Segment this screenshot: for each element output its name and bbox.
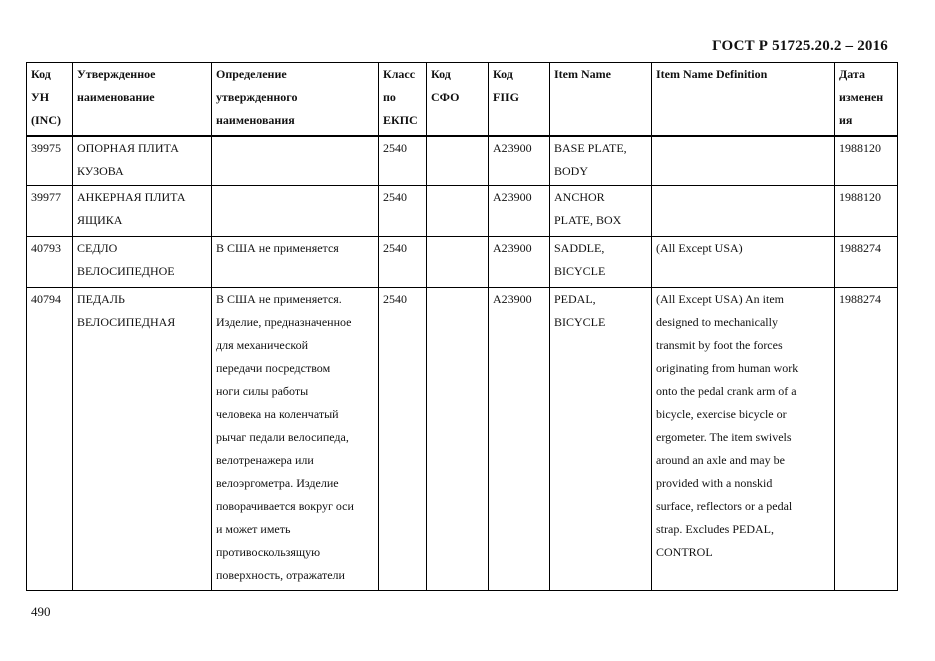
cell-change-date: 1988274 xyxy=(835,237,898,288)
cell-item-definition: (All Except USA) An item designed to mechanically transmit by foot the forces originating from human work onto the pedal crank arm of a bicycle, exercise bicycle or ergometer. The item swivels around an axle and may be provided with a nonskid surface, reflectors or a pedal strap. Excludes PEDAL, CONTROL xyxy=(652,288,835,591)
cell-fiig: A23900 xyxy=(489,136,550,186)
cell-definition: В США не применяется. Изделие, предназначенное для механической передачи посредством ноги силы работы человека на коленчатый рычаг педали велосипеда, велотренажера или велоэргометра. Изделие поворачивается вокруг оси и может иметь противоскользящую поверхность, отражатели xyxy=(212,288,379,591)
cell-class: 2540 xyxy=(379,136,427,186)
cell-fiig: A23900 xyxy=(489,288,550,591)
cell-definition: В США не применяется xyxy=(212,237,379,288)
col-header-sfo: Код СФО xyxy=(427,63,489,136)
cell-change-date: 1988120 xyxy=(835,186,898,237)
cell-item-definition xyxy=(652,136,835,186)
cell-item-definition: (All Except USA) xyxy=(652,237,835,288)
cell-class: 2540 xyxy=(379,237,427,288)
cell-item-definition xyxy=(652,186,835,237)
cell-inc: 40794 xyxy=(27,288,73,591)
data-table xyxy=(26,62,898,591)
col-header-change-date: Дата изменен ия xyxy=(835,63,898,136)
col-header-definition: Определение утвержденного наименования xyxy=(212,63,379,136)
cell-fiig: A23900 xyxy=(489,237,550,288)
cell-inc: 39975 xyxy=(27,136,73,186)
page-number: 490 xyxy=(31,604,51,619)
cell-change-date: 1988120 xyxy=(835,136,898,186)
cell-approved-name: ПЕДАЛЬ ВЕЛОСИПЕДНАЯ xyxy=(73,288,212,591)
col-header-item-name: Item Name xyxy=(550,63,652,136)
cell-definition xyxy=(212,136,379,186)
cell-change-date: 1988274 xyxy=(835,288,898,591)
table-row xyxy=(27,288,898,591)
table-header-row xyxy=(27,63,898,136)
cell-sfo xyxy=(427,237,489,288)
cell-approved-name: ОПОРНАЯ ПЛИТА КУЗОВА xyxy=(73,136,212,186)
cell-fiig: A23900 xyxy=(489,186,550,237)
cell-definition xyxy=(212,186,379,237)
cell-inc: 40793 xyxy=(27,237,73,288)
cell-class: 2540 xyxy=(379,288,427,591)
col-header-item-definition: Item Name Definition xyxy=(652,63,835,136)
col-header-approved-name: Утвержденное наименование xyxy=(73,63,212,136)
document-code: ГОСТ Р 51725.20.2 – 2016 xyxy=(712,38,888,54)
cell-item-name: BASE PLATE, BODY xyxy=(550,136,652,186)
cell-item-name: ANCHOR PLATE, BOX xyxy=(550,186,652,237)
cell-inc: 39977 xyxy=(27,186,73,237)
col-header-fiig: Код FIIG xyxy=(489,63,550,136)
cell-class: 2540 xyxy=(379,186,427,237)
table-row xyxy=(27,237,898,288)
cell-item-name: PEDAL, BICYCLE xyxy=(550,288,652,591)
table-row xyxy=(27,186,898,237)
col-header-class: Класс по ЕКПС xyxy=(379,63,427,136)
cell-sfo xyxy=(427,136,489,186)
cell-approved-name: СЕДЛО ВЕЛОСИПЕДНОЕ xyxy=(73,237,212,288)
table-row xyxy=(27,136,898,186)
cell-approved-name: АНКЕРНАЯ ПЛИТА ЯЩИКА xyxy=(73,186,212,237)
cell-sfo xyxy=(427,186,489,237)
cell-sfo xyxy=(427,288,489,591)
cell-item-name: SADDLE, BICYCLE xyxy=(550,237,652,288)
col-header-inc: Код УН (INC) xyxy=(27,63,73,136)
